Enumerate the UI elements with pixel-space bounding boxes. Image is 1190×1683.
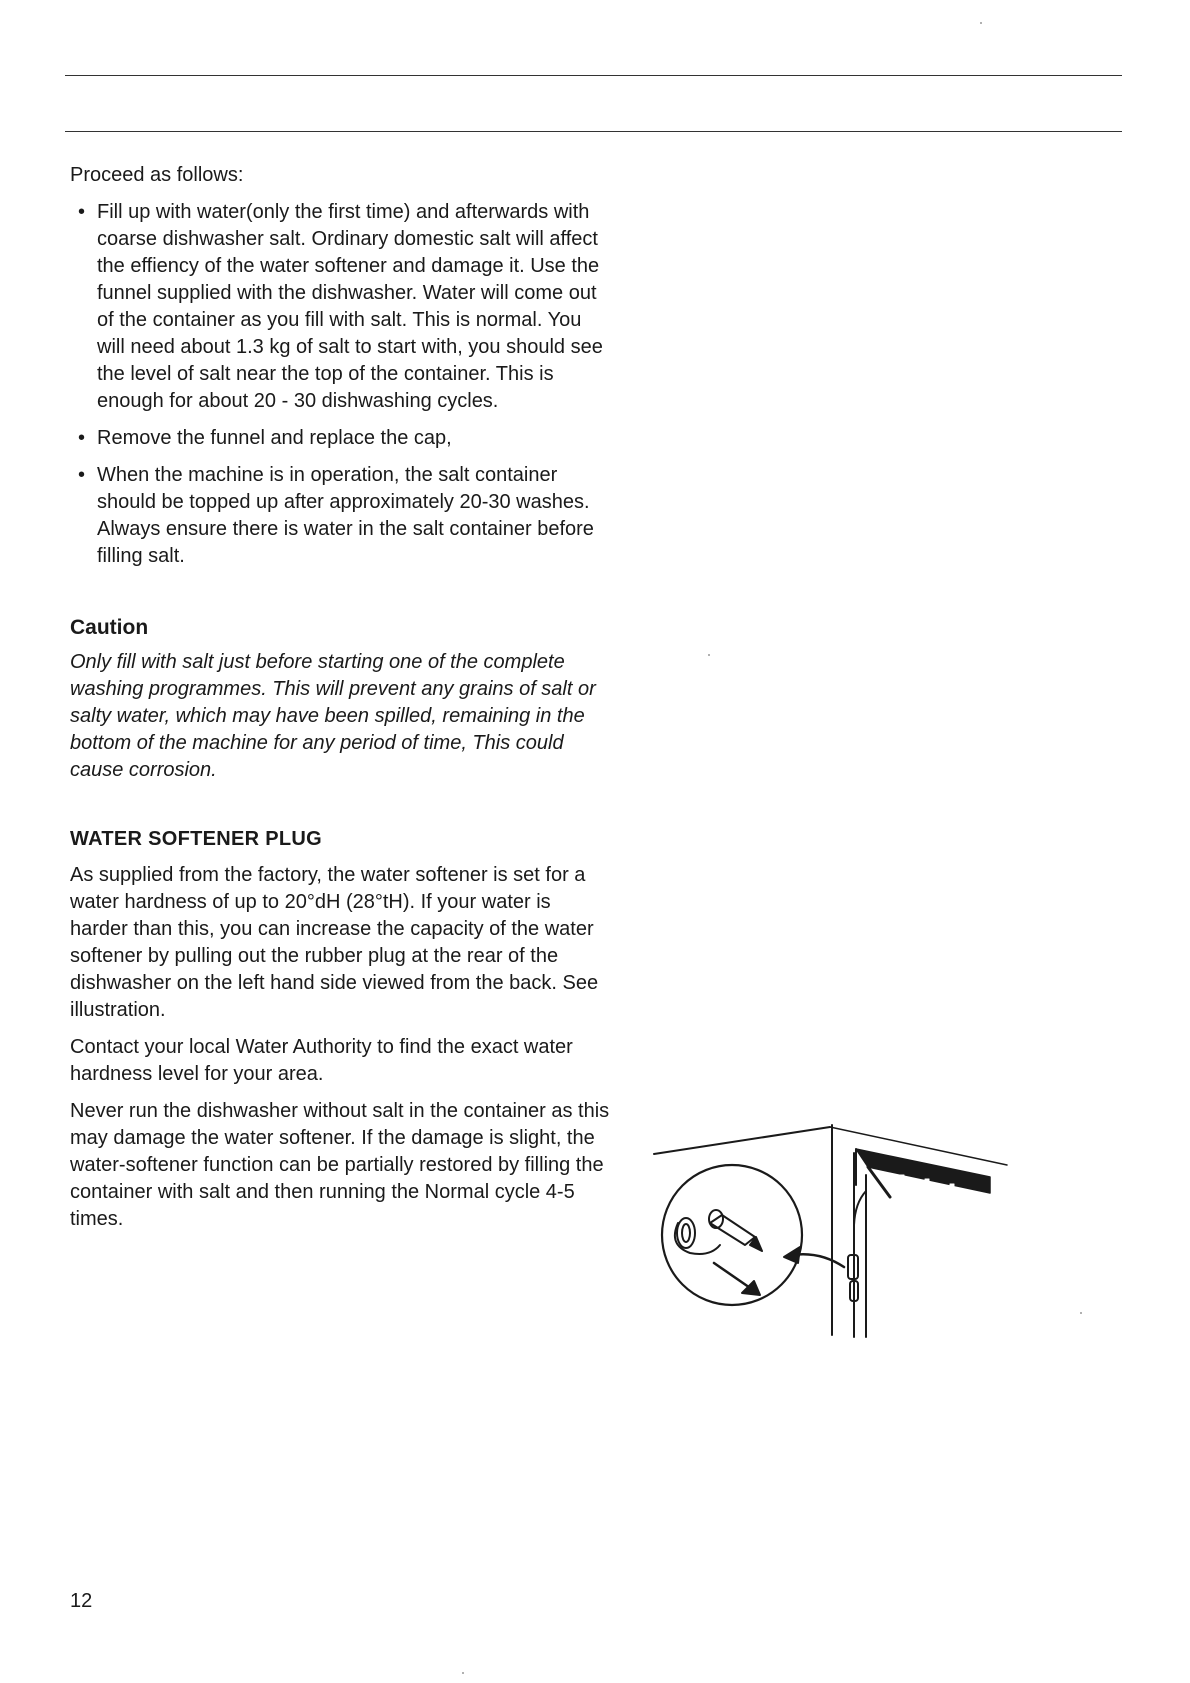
list-item-text: Remove the funnel and replace the cap, <box>97 427 452 449</box>
list-item <box>70 425 610 452</box>
caution-text: Only fill with salt just before starting one of the complete washing programmes. This will prevent any grains of salt or salty water, which may have been spilled, remaining in the bottom of the machine for any period of time, This could cause corrosion. <box>70 651 596 781</box>
water-softener-paragraph: Contact your local Water Authority to find the exact water hardness level for your area. <box>70 1036 573 1085</box>
water-softener-paragraph: Never run the dishwasher without salt in the container as this may damage the water softener. If the damage is slight, the water-softener function can be partially restored by filling the container with salt and then running the Normal cycle 4-5 times. <box>70 1100 610 1230</box>
caution-heading: Caution <box>70 616 149 639</box>
scan-speck <box>980 22 982 24</box>
plug-body <box>710 1215 755 1245</box>
main-text-column <box>70 162 610 1243</box>
rail-curve <box>854 1191 866 1225</box>
instruction-list <box>70 199 610 570</box>
machine-top-edge <box>654 1127 830 1154</box>
water-softener-paragraph: As supplied from the factory, the water softener is set for a water hardness of up to 20°dH (28°tH). If your water is harder than this, you can increase the capacity of the water softener by pulling out the rubber plug at the rear of the dishwasher on the left hand side viewed from the back. See illustration. <box>70 864 599 1021</box>
bullet-icon: • <box>78 201 86 223</box>
plug-head <box>677 1218 695 1248</box>
header-rule-second <box>65 131 1122 132</box>
scan-speck <box>708 654 710 656</box>
page-number: 12 <box>70 1590 93 1612</box>
water-softener-heading: WATER SOFTENER PLUG <box>70 828 322 850</box>
list-item-text: When the machine is in operation, the salt container should be topped up after approximately 20-30 washes. Always ensure there is water in the salt container before filling salt. <box>97 464 594 567</box>
list-item-text: Fill up with water(only the first time) and afterwards with coarse dishwasher salt. Ordinary domestic salt will affect the effiency of the water softener and damage it. Use the funnel supplied with the dishwasher. Water will come out of the container as you fill with salt. This is normal. You will need about 1.3 kg of salt to start with, you should see the level of salt near the top of the container. This is enough for about 20 - 30 dishwashing cycles. <box>97 201 603 412</box>
list-item <box>70 199 610 415</box>
scan-speck <box>462 1672 464 1674</box>
pointer-arrow-head <box>784 1247 800 1263</box>
bullet-icon: • <box>78 464 86 486</box>
water-softener-plug-illustration <box>650 1105 1010 1345</box>
list-item <box>70 462 610 570</box>
bullet-icon: • <box>78 427 86 449</box>
scan-speck <box>1080 1312 1082 1314</box>
header-rule-top <box>65 75 1122 76</box>
plug-head-inner <box>682 1224 690 1242</box>
intro-text: Proceed as follows: <box>70 164 244 186</box>
rail-bar <box>856 1149 990 1193</box>
